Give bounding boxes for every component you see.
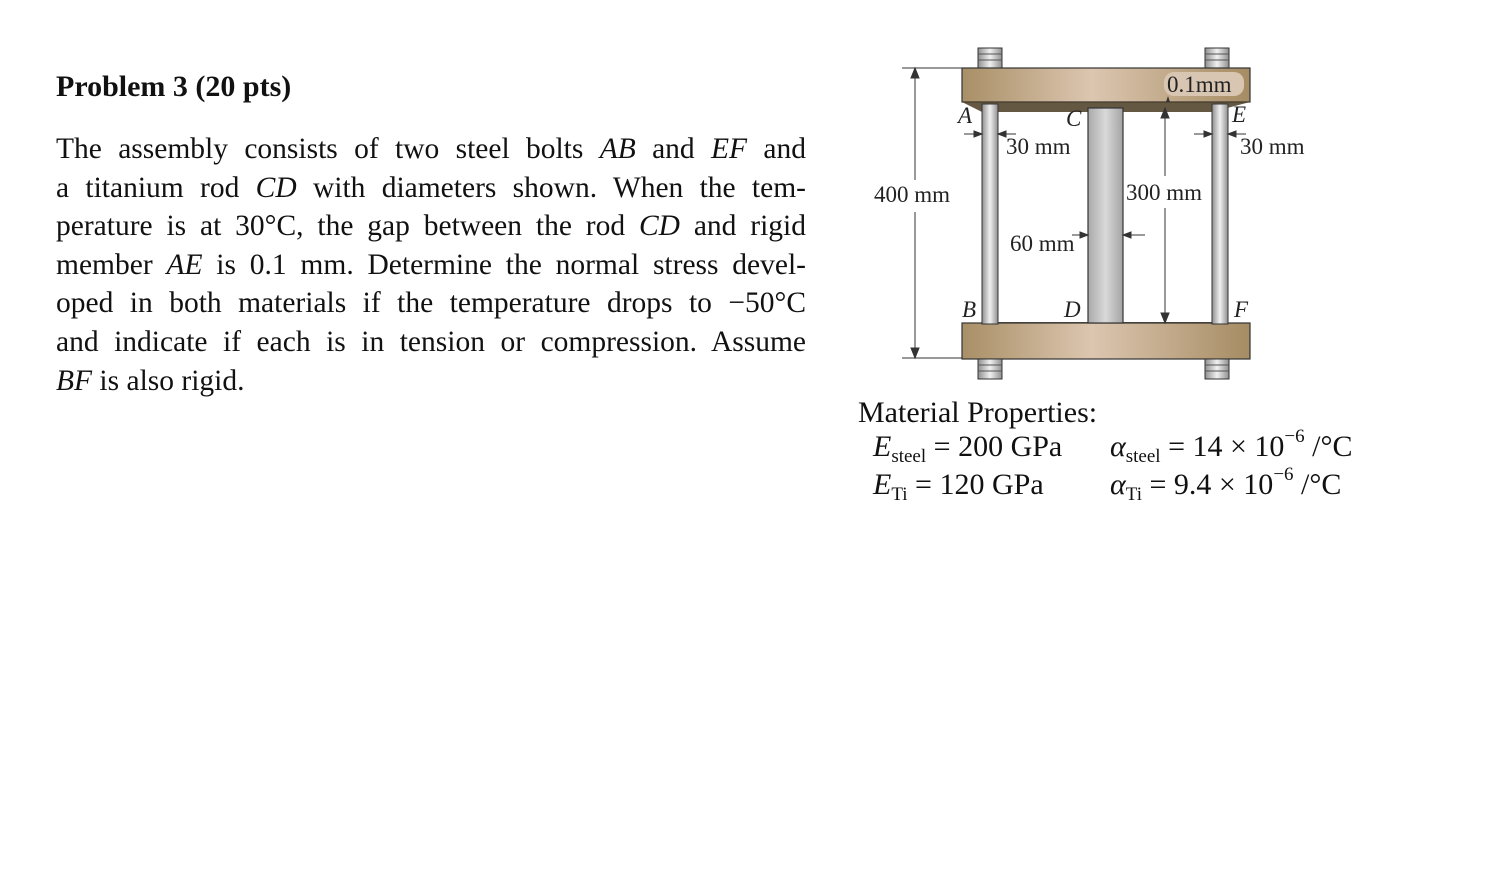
point-c: C bbox=[1066, 106, 1082, 131]
properties-heading: Material Properties: bbox=[858, 396, 1098, 429]
point-a: A bbox=[958, 103, 973, 128]
dim-rod-length: 300 mm bbox=[1126, 180, 1203, 205]
e-steel: $E_{steel} = 200$ GPa bbox=[873, 430, 1063, 467]
statement-line: member AE is 0.1 mm. Determine the normal stress devel- bbox=[56, 248, 806, 281]
properties-row-steel bbox=[858, 426, 1353, 468]
dim-400-line bbox=[902, 68, 962, 358]
problem-statement bbox=[56, 130, 806, 400]
dim-bolt-ef-diameter: 30 mm bbox=[1240, 134, 1305, 159]
dim-bolt-ab-diameter: 30 mm bbox=[1006, 134, 1071, 159]
material-properties bbox=[858, 396, 1353, 506]
assembly-figure bbox=[860, 40, 1340, 390]
e-ti: $E_{Ti} = 120$ GPa bbox=[873, 468, 1044, 505]
statement-line: perature is at 30°C, the gap between the rod CD and rigid bbox=[56, 210, 807, 243]
assembly-diagram bbox=[860, 40, 1340, 390]
properties-row-ti bbox=[858, 464, 1342, 506]
point-b: B bbox=[962, 297, 977, 322]
bolt-ab-top-nut bbox=[978, 48, 1002, 68]
dim-rod-cd-diameter: 60 mm bbox=[1010, 231, 1075, 256]
point-f: F bbox=[1234, 297, 1249, 322]
dim-300-line bbox=[1161, 108, 1169, 323]
problem-title: Problem 3 (20 pts) bbox=[56, 70, 292, 103]
statement-line: a titanium rod CD with diameters shown. When the tem- bbox=[56, 171, 806, 204]
point-e: E bbox=[1232, 102, 1247, 127]
point-d: D bbox=[1064, 297, 1081, 322]
statement-line: The assembly consists of two steel bolts AB and EF and bbox=[56, 133, 807, 165]
bolt-ef bbox=[1212, 104, 1228, 324]
statement-line: BF is also rigid. bbox=[56, 364, 245, 397]
bolt-ab bbox=[982, 104, 998, 324]
alpha-steel: $\alpha_{steel} = 14 \times 10^{-6}$ /°C bbox=[1110, 426, 1353, 467]
statement-line: and indicate if each is in tension or compression. Assume bbox=[56, 325, 806, 358]
rigid-member-bf bbox=[962, 323, 1250, 359]
alpha-ti: $\alpha_{Ti} = 9.4 \times 10^{-6}$ /°C bbox=[1110, 464, 1342, 505]
dim-gap: 0.1mm bbox=[1167, 72, 1232, 97]
bolt-ab-bottom-nut bbox=[978, 359, 1002, 379]
statement-line: oped in both materials if the temperature drops to −50°C bbox=[56, 287, 806, 320]
rod-cd bbox=[1088, 108, 1123, 323]
bolt-ef-bottom-nut bbox=[1205, 359, 1229, 379]
bolt-ef-top-nut bbox=[1205, 48, 1229, 68]
dim-total-height: 400 mm bbox=[874, 182, 951, 207]
